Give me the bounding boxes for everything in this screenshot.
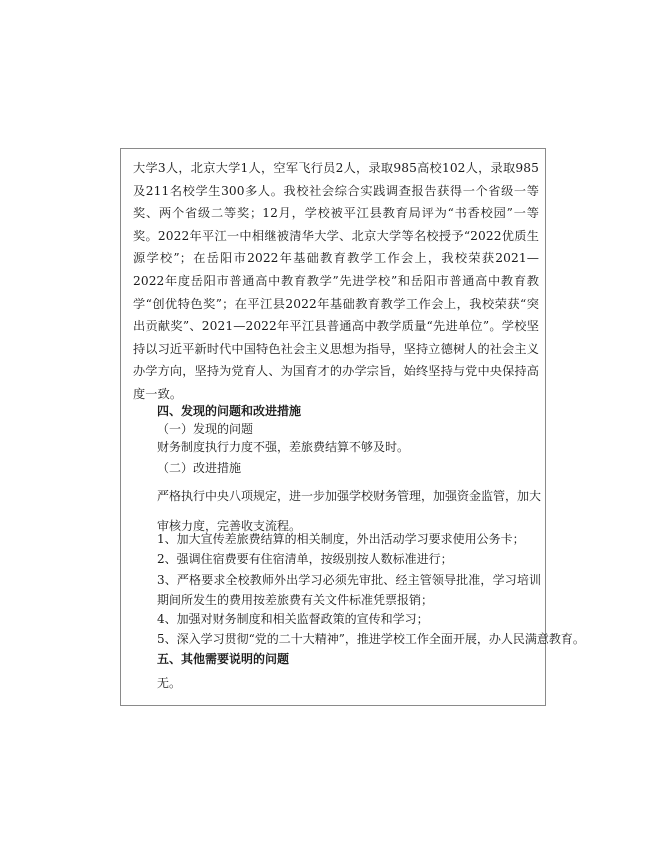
- section4-heading: 四、发现的问题和改进措施: [157, 404, 302, 418]
- achievements-paragraph: 大学3人，北京大学1人，空军飞行员2人，录取985高校102人，录取985及211名校学生300多人。我校社会综合实践调查报告获得一个省级一等奖、两个省级二等奖；12月，学校被平江县教育局评为“书香校园”一等奖。2022年平江一中相继被清华大学、北京大学等名校授予“2022优质生源学校”；在岳阳市2022年基础教育教学工作会上，我校荣获2021—2022年度岳阳市普通高中教育教学”先进学校”和岳阳市普通高中教育教学“创优特色奖”；在平江县2022年基础教育教学工作会上，我校荣获“突出贡献奖”、2021—2022年平江县普通高中教学质量“先进单位”。学校坚持以习近平新时代中国特色社会主义思想为指导，坚持立德树人的社会主义办学方向，坚持为党育人、为国育才的办学宗旨，始终坚持与党中央保持高度一致。: [133, 161, 539, 401]
- section5-heading: 五、其他需要说明的问题: [157, 652, 290, 666]
- measure-3: 3、严格要求全校教师外出学习必须先审批、经主管领导批准，学习培训期间所发生的费用按差旅费有关文件标准凭票报销；: [157, 573, 541, 607]
- measure-1: 1、加大宣传差旅费结算的相关制度，外出活动学习要求使用公务卡；: [157, 532, 525, 546]
- section4-sub1: （一）发现的问题: [157, 422, 254, 436]
- measure-5: 5、深入学习贯彻“党的二十大精神”，推进学校工作全面开展，办人民满意教育。: [157, 632, 585, 646]
- section5-content: 无。: [157, 676, 182, 690]
- measures-intro: 严格执行中央八项规定，进一步加强学校财务管理，加强资金监管，加大审核力度，完善收支流程。: [157, 489, 542, 533]
- problem-text: 财务制度执行力度不强，差旅费结算不够及时。: [157, 440, 410, 454]
- section4-sub2: （二）改进措施: [157, 461, 242, 475]
- measure-2: 2、强调住宿费要有住宿清单，按级别按人数标准进行；: [157, 552, 453, 566]
- measure-4: 4、加强对财务制度和相关监督政策的宣传和学习；: [157, 612, 429, 626]
